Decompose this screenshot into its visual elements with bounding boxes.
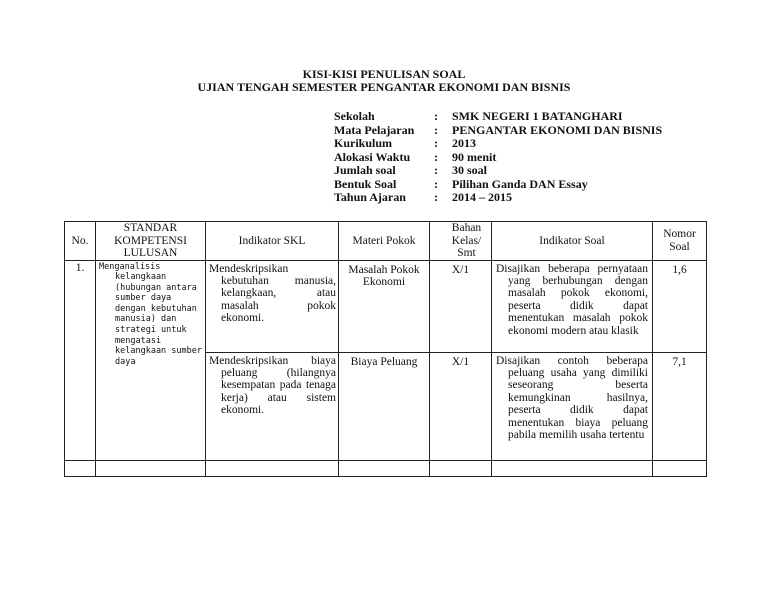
empty-cell <box>65 460 96 476</box>
indikator-soal-text: Disajikan beberapa pernyataan yang berhubungan dengan masalah pokok ekonomi, peserta didik dapat menentukan masalah pokok ekonomi modern atau klasik <box>496 262 648 337</box>
header-skl: STANDAR KOMPETENSI LULUSAN <box>96 222 206 261</box>
indikator-soal-cell <box>492 352 653 460</box>
meta-value: Pilihan Ganda DAN Essay <box>452 176 588 191</box>
kisi-kisi-table <box>64 221 707 477</box>
meta-value: 90 menit <box>452 149 497 164</box>
skl-cell <box>96 260 206 460</box>
materi-pokok-cell: Biaya Peluang <box>339 352 430 460</box>
meta-value: PENGANTAR EKONOMI DAN BISNIS <box>452 122 663 137</box>
table-row <box>65 260 707 352</box>
meta-row-alokasi-waktu <box>334 151 662 165</box>
empty-cell <box>653 460 707 476</box>
table-header-row <box>65 222 707 261</box>
meta-value: 2014 – 2015 <box>452 190 512 204</box>
meta-row-tahun-ajaran <box>334 191 662 205</box>
meta-label: Jumlah soal <box>334 163 396 177</box>
empty-cell <box>96 460 206 476</box>
materi-pokok-cell: Masalah Pokok Ekonomi <box>339 260 430 352</box>
empty-cell <box>339 460 430 476</box>
document-title: KISI-KISI PENULISAN SOAL <box>302 67 466 81</box>
header-no: No. <box>65 222 96 261</box>
indikator-skl-cell <box>206 352 339 460</box>
meta-label: Bentuk Soal <box>334 176 397 191</box>
indikator-skl-cell <box>206 260 339 352</box>
meta-label: Sekolah <box>334 109 375 123</box>
header-nomor-soal: Nomor Soal <box>653 222 707 261</box>
empty-cell <box>430 460 492 476</box>
meta-row-kurikulum <box>334 137 662 151</box>
header-indikator-soal: Indikator Soal <box>492 222 653 261</box>
meta-colon: : <box>434 149 438 164</box>
row-number: 1. <box>65 260 96 460</box>
meta-colon: : <box>434 136 438 150</box>
indikator-skl-text: Mendeskripsikan kebutuhan manusia, kelangkaan, atau masalah pokok ekonomi. <box>209 262 336 325</box>
meta-colon: : <box>434 109 438 123</box>
meta-value: 30 soal <box>452 163 488 177</box>
meta-colon: : <box>434 122 438 137</box>
meta-row-bentuk-soal <box>334 178 662 192</box>
meta-label: Mata Pelajaran <box>334 122 415 137</box>
document-subtitle: UJIAN TENGAH SEMESTER PENGANTAR EKONOMI DAN BISNIS <box>197 80 571 94</box>
meta-value: 2013 <box>452 136 476 150</box>
meta-value: SMK NEGERI 1 BATANGHARI <box>452 109 623 123</box>
table-row-empty <box>65 460 707 476</box>
kelas-cell: X/1 <box>430 352 492 460</box>
meta-label: Tahun Ajaran <box>334 190 406 204</box>
header-bahan-kelas: Bahan Kelas/ Smt <box>430 222 492 261</box>
meta-colon: : <box>434 190 438 204</box>
meta-colon: : <box>434 163 438 177</box>
indikator-soal-cell <box>492 260 653 352</box>
empty-cell <box>492 460 653 476</box>
meta-colon: : <box>434 176 438 191</box>
meta-row-sekolah <box>334 110 662 124</box>
meta-block <box>334 110 662 205</box>
meta-row-mata-pelajaran <box>334 124 662 138</box>
indikator-skl-text: Mendeskripsikan biaya peluang (hilangnya kesempatan pada tenaga kerja) atau sistem ekonomi. <box>209 354 336 417</box>
nomor-soal-cell: 1,6 <box>653 260 707 352</box>
meta-label: Alokasi Waktu <box>334 149 411 164</box>
kelas-cell: X/1 <box>430 260 492 352</box>
header-indikator-skl: Indikator SKL <box>206 222 339 261</box>
meta-row-jumlah-soal <box>334 164 662 178</box>
nomor-soal-cell: 7,1 <box>653 352 707 460</box>
indikator-soal-text: Disajikan contoh beberapa peluang usaha yang dimiliki seseorang beserta kemungkinan hasilnya, peserta didik dapat menentukan biaya peluang pabila memilih usaha tertentu <box>496 354 648 441</box>
meta-label: Kurikulum <box>334 136 393 150</box>
header-materi-pokok: Materi Pokok <box>339 222 430 261</box>
skl-text: Menganalisis kelangkaan (hubungan antara sumber daya dengan kebutuhan manusia) dan strategi untuk mengatasi kelangkaan sumber daya <box>99 261 202 367</box>
empty-cell <box>206 460 339 476</box>
